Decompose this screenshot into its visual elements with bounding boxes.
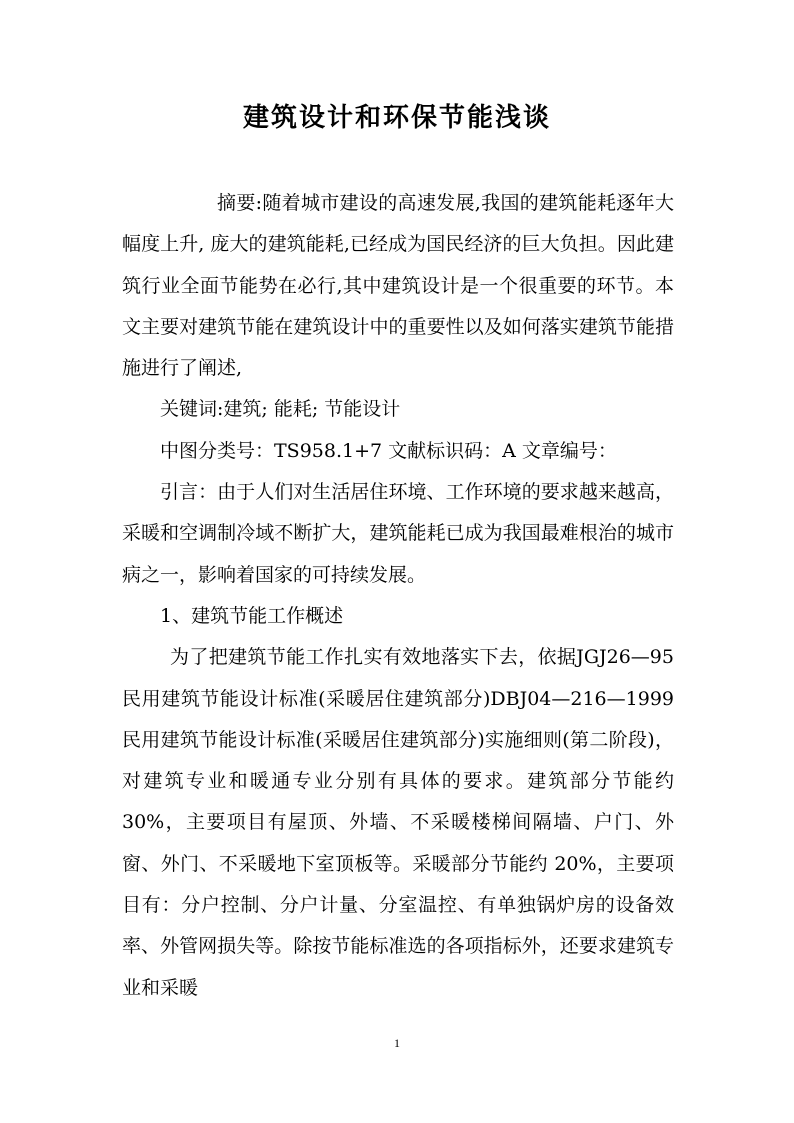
section-body-paragraph: 为了把建筑节能工作扎实有效地落实下去，依据JGJ26—95 民用建筑节能设计标准(采暖居住建筑部分)DBJ04—216—1999 民用建筑节能设计标准(采暖居住建筑部分)实施细则(第二阶段)，对建筑专业和暖通专业分别有具体的要求。建筑部分节能约 30%，主要项目有屋顶、外墙、不采暖楼梯间隔墙、户门、外窗、外门、不采暖地下室顶板等。采暖部分节能约 20%，主要项目有：分户控制、分户计量、分室温控、有单独锅炉房的设备效率、外管网损失等。除按节能标准选的各项指标外，还要求建筑专业和采暖 [122,646,674,999]
document-body [122,183,674,1009]
introduction-paragraph: 引言：由于人们对生活居住环境、工作环境的要求越来越高，采暖和空调制冷域不断扩大，建筑能耗已成为我国最难根治的城市病之一，影响着国家的可持续发展。 [122,481,674,586]
document-title: 建筑设计和环保节能浅谈 [242,103,551,133]
page-number: 1 [394,1036,400,1050]
abstract-paragraph: 摘要:随着城市建设的高速发展,我国的建筑能耗逐年大幅度上升, 庞大的建筑能耗,已经成为国民经济的巨大负担。因此建筑行业全面节能势在必行,其中建筑设计是一个很重要的环节。本文主要对建筑节能在建筑设计中的重要性以及如何落实建筑节能措施进行了阐述, [122,192,674,380]
section-heading: 1、建筑节能工作概述 [160,604,344,627]
classification-line: 中图分类号：TS958.1+7 文献标识码：A 文章编号： [160,439,617,462]
keywords-line: 关键词:建筑; 能耗; 节能设计 [160,398,401,421]
